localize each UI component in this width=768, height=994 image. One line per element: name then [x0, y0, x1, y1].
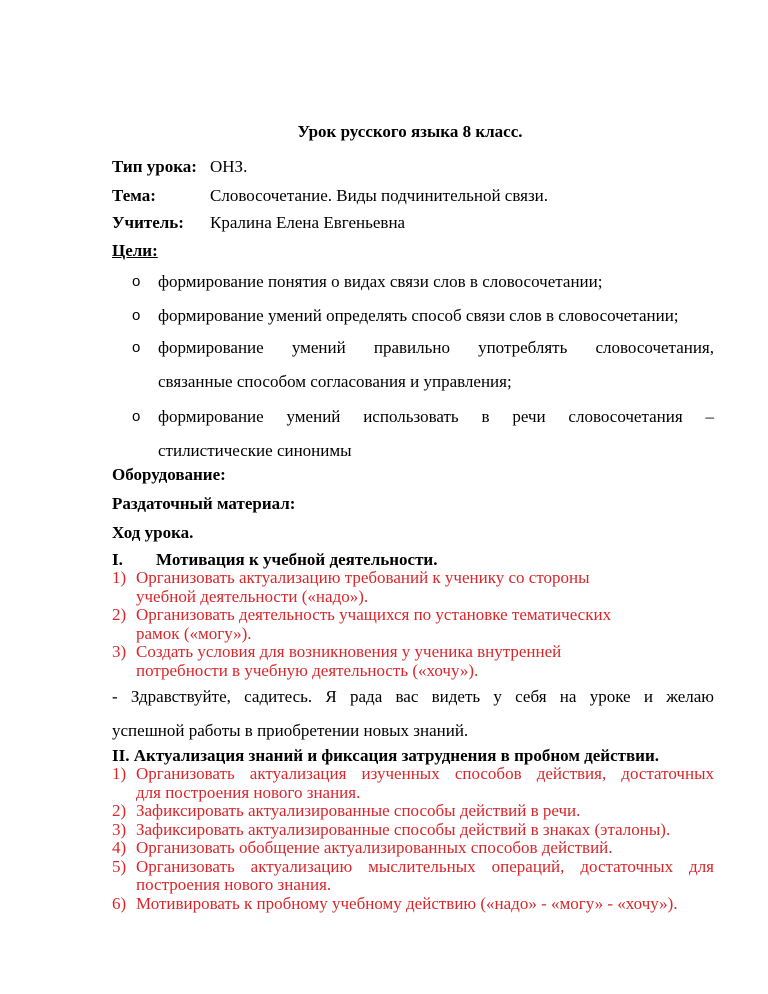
meta-value: Словосочетание. Виды подчинительной связи. — [210, 186, 549, 205]
item-text: построения нового знания. — [136, 875, 332, 894]
section-number: I. — [112, 550, 123, 569]
section-2-heading: II. Актуализация знаний и фиксация затруднения в пробном действии. — [112, 746, 660, 765]
goal-text: формирование умений использовать в речи словосочетания – — [158, 407, 714, 426]
meta-lesson-type — [112, 157, 247, 177]
goal-text: связанные способом согласования и управления; — [158, 372, 512, 391]
item-text: рамок («могу»). — [136, 623, 252, 643]
course-label: Ход урока. — [112, 523, 194, 542]
item-number: 3) — [112, 642, 127, 661]
item-text: Организовать деятельность учащихся по установке тематических — [136, 605, 612, 624]
item-number: 2) — [112, 801, 127, 820]
page-title: Урок русского языка 8 класс. — [297, 122, 523, 141]
list-item — [112, 895, 714, 914]
list-item — [112, 765, 714, 802]
item-text: Создать условия для возникновения у ученика внутренней — [136, 642, 562, 661]
item-text: Организовать обобщение актуализированных способов действий. — [136, 838, 613, 857]
bullet-icon: o — [132, 408, 141, 425]
item-text: потребности в учебную деятельность («хочу»). — [136, 660, 479, 680]
list-item — [112, 821, 714, 840]
greeting-paragraph — [112, 680, 714, 748]
handout-label: Раздаточный материал: — [112, 494, 296, 513]
bullet-icon: o — [132, 273, 141, 290]
item-text: учебной деятельности («надо»). — [136, 586, 369, 606]
item-text: Зафиксировать актуализированные способы действий в речи. — [136, 801, 581, 820]
item-text: Организовать актуализацию мыслительных операций, достаточных для — [136, 856, 714, 876]
meta-topic — [112, 186, 548, 206]
goal-text: стилистические синонимы — [158, 441, 352, 460]
item-number: 1) — [112, 568, 127, 587]
item-text: Организовать актуализация изученных способов действия, достаточных — [136, 764, 714, 783]
section-title: Мотивация к учебной деятельности. — [156, 550, 438, 569]
meta-label: Тип урока: — [112, 157, 197, 176]
bullet-icon: o — [132, 307, 141, 324]
bullet-icon: o — [132, 339, 141, 356]
section-1-list — [112, 569, 714, 680]
meta-value: ОНЗ. — [210, 157, 248, 176]
meta-label: Учитель: — [112, 213, 184, 232]
goals-heading: Цели: — [112, 241, 158, 260]
item-number: 1) — [112, 764, 127, 783]
equipment-label: Оборудование: — [112, 465, 226, 484]
item-number: 3) — [112, 819, 127, 839]
item-text: для построения нового знания. — [136, 782, 361, 802]
list-item — [112, 858, 714, 895]
list-item — [112, 802, 714, 821]
item-number: 2) — [112, 605, 127, 624]
paragraph-line: - Здравствуйте, садитесь. Я рада вас видеть у себя на уроке и желаю — [112, 687, 714, 706]
list-item — [112, 569, 714, 606]
goal-text: формирование умений определять способ связи слов в словосочетании; — [158, 306, 679, 325]
paragraph-line: успешной работы в приобретении новых знаний. — [112, 721, 469, 740]
meta-teacher — [112, 213, 405, 233]
item-text: Зафиксировать актуализированные способы действий в знаках (эталоны). — [136, 819, 671, 839]
section-1-heading — [112, 550, 437, 570]
list-item — [112, 606, 714, 643]
item-number: 5) — [112, 856, 127, 876]
item-text: Организовать актуализацию требований к ученику со стороны — [136, 568, 590, 587]
goal-text: формирование понятия о видах связи слов в словосочетании; — [158, 272, 603, 291]
list-item — [112, 643, 714, 680]
item-number: 6) — [112, 893, 127, 913]
item-text: Мотивировать к пробному учебному действию («надо» - «могу» - «хочу»). — [136, 893, 678, 913]
meta-value: Кралина Елена Евгеньевна — [210, 213, 406, 232]
list-item — [112, 839, 714, 858]
section-2-list — [112, 765, 714, 913]
item-number: 4) — [112, 838, 127, 857]
goal-text: формирование умений правильно употреблять словосочетания, — [158, 338, 714, 357]
meta-label: Тема: — [112, 186, 156, 205]
